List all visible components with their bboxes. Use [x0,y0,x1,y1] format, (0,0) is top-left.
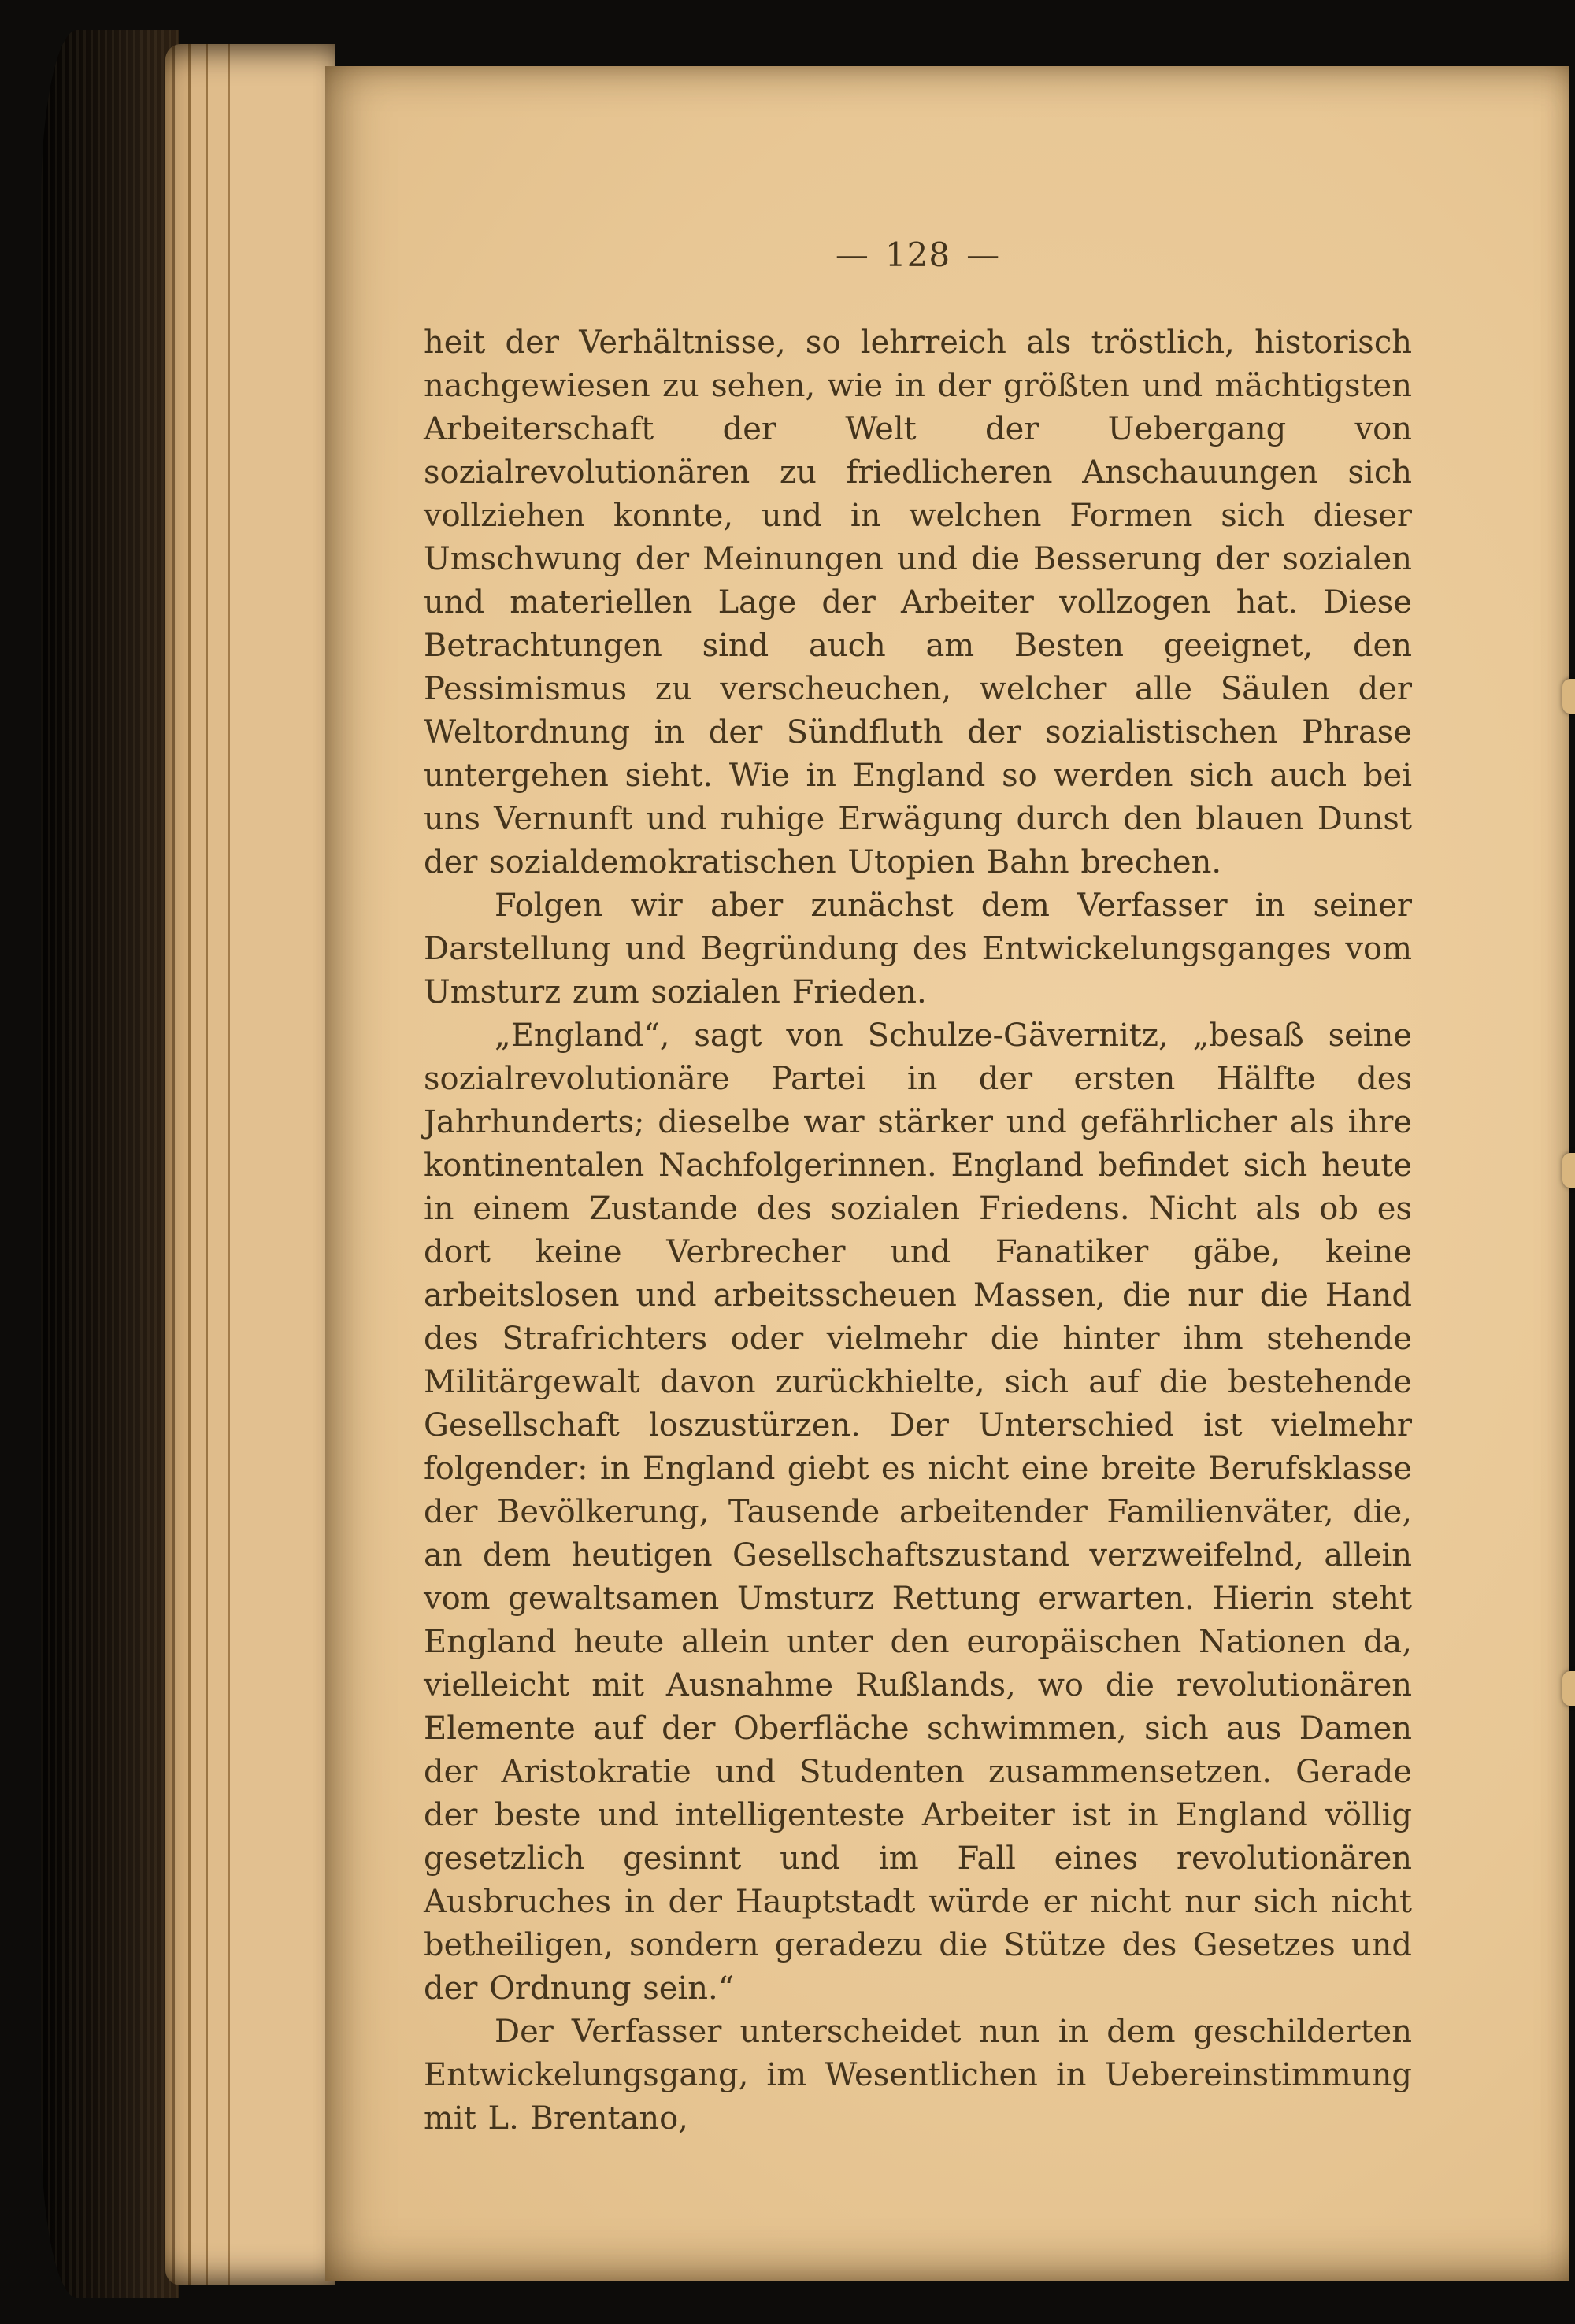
paragraph: heit der Verhältnisse, so lehrreich als tröstlich, historisch nachgewiesen zu sehen, wie in der größten und mächtigsten Arbeiterschaft der Welt der Uebergang von sozialrevolutionären zu friedlicheren Anschauungen sich vollziehen konnte, und in welchen Formen sich dieser Umschwung der Meinungen und die Besserung der sozialen und materiellen Lage der Arbeiter vollzogen hat. Diese Betrachtungen sind auch am Besten geeignet, den Pessimismus zu verscheuchen, welcher alle Säulen der Weltordnung in der Sündfluth der sozialistischen Phrase untergehen sieht. Wie in England so werden sich auch bei uns Vernunft und ruhige Erwägung durch den blauen Dunst der sozialdemokratischen Utopien Bahn brechen. [424,324,1412,880]
page-number: 128 [884,235,951,274]
header-dash-left: — [835,235,869,274]
page-edges [165,44,335,2285]
page-curl-highlight [1562,1671,1575,1706]
header-dash-right: — [966,235,1001,274]
paragraph: „England“, sagt von Schulze-Gävernitz, „besaß seine sozialrevolutionäre Partei in der ersten Hälfte des Jahrhunderts; dieselbe war stärker und gefährlicher als ihre kontinentalen Nachfolgerinnen. England befindet sich heute in einem Zustande des sozialen Friedens. Nicht als ob es dort keine Verbrecher und Fanatiker gäbe, keine arbeitslosen und arbeitsscheuen Massen, die nur die Hand des Strafrichters oder vielmehr die hinter ihm stehende Militärgewalt davon zurückhielte, sich auf die bestehende Gesellschaft loszustürzen. Der Unterschied ist vielmehr folgender: in England giebt es nicht eine breite Berufsklasse der Bevölkerung, Tausende arbeitender Familienväter, die, an dem heutigen Gesellschaftszustand verzweifelnd, allein vom gewaltsamen Umsturz Rettung erwarten. Hierin steht England heute allein unter den europäischen Nationen da, vielleicht mit Ausnahme Rußlands, wo die revolutionären Elemente auf der Oberfläche schwimmen, sich aus Damen der Aristokratie und Studenten zusammensetzen. Gerade der beste und intelligenteste Arbeiter ist in England völlig gesetzlich gesinnt und im Fall eines revolutionären Ausbruches in der Hauptstadt würde er nicht nur sich nicht betheiligen, sondern geradezu die Stütze des Gesetzes und der Ordnung sein.“ [424,1017,1412,2007]
page-curl-highlight [1562,679,1575,714]
page-curl-highlight [1562,1153,1575,1188]
book-spine [41,30,179,2298]
paragraph: Folgen wir aber zunächst dem Verfasser in seiner Darstellung und Begründung des Entwickelungsganges vom Umsturz zum sozialen Frieden. [424,888,1412,1010]
paragraph: Der Verfasser unterscheidet nun in dem geschilderten Entwickelungsgang, im Wesentlichen in Uebereinstimmung mit L. Brentano, [424,2014,1412,2137]
page-content [325,66,1412,2141]
page-header [424,233,1412,276]
body-text [424,321,1412,2141]
book-page [325,66,1569,2281]
